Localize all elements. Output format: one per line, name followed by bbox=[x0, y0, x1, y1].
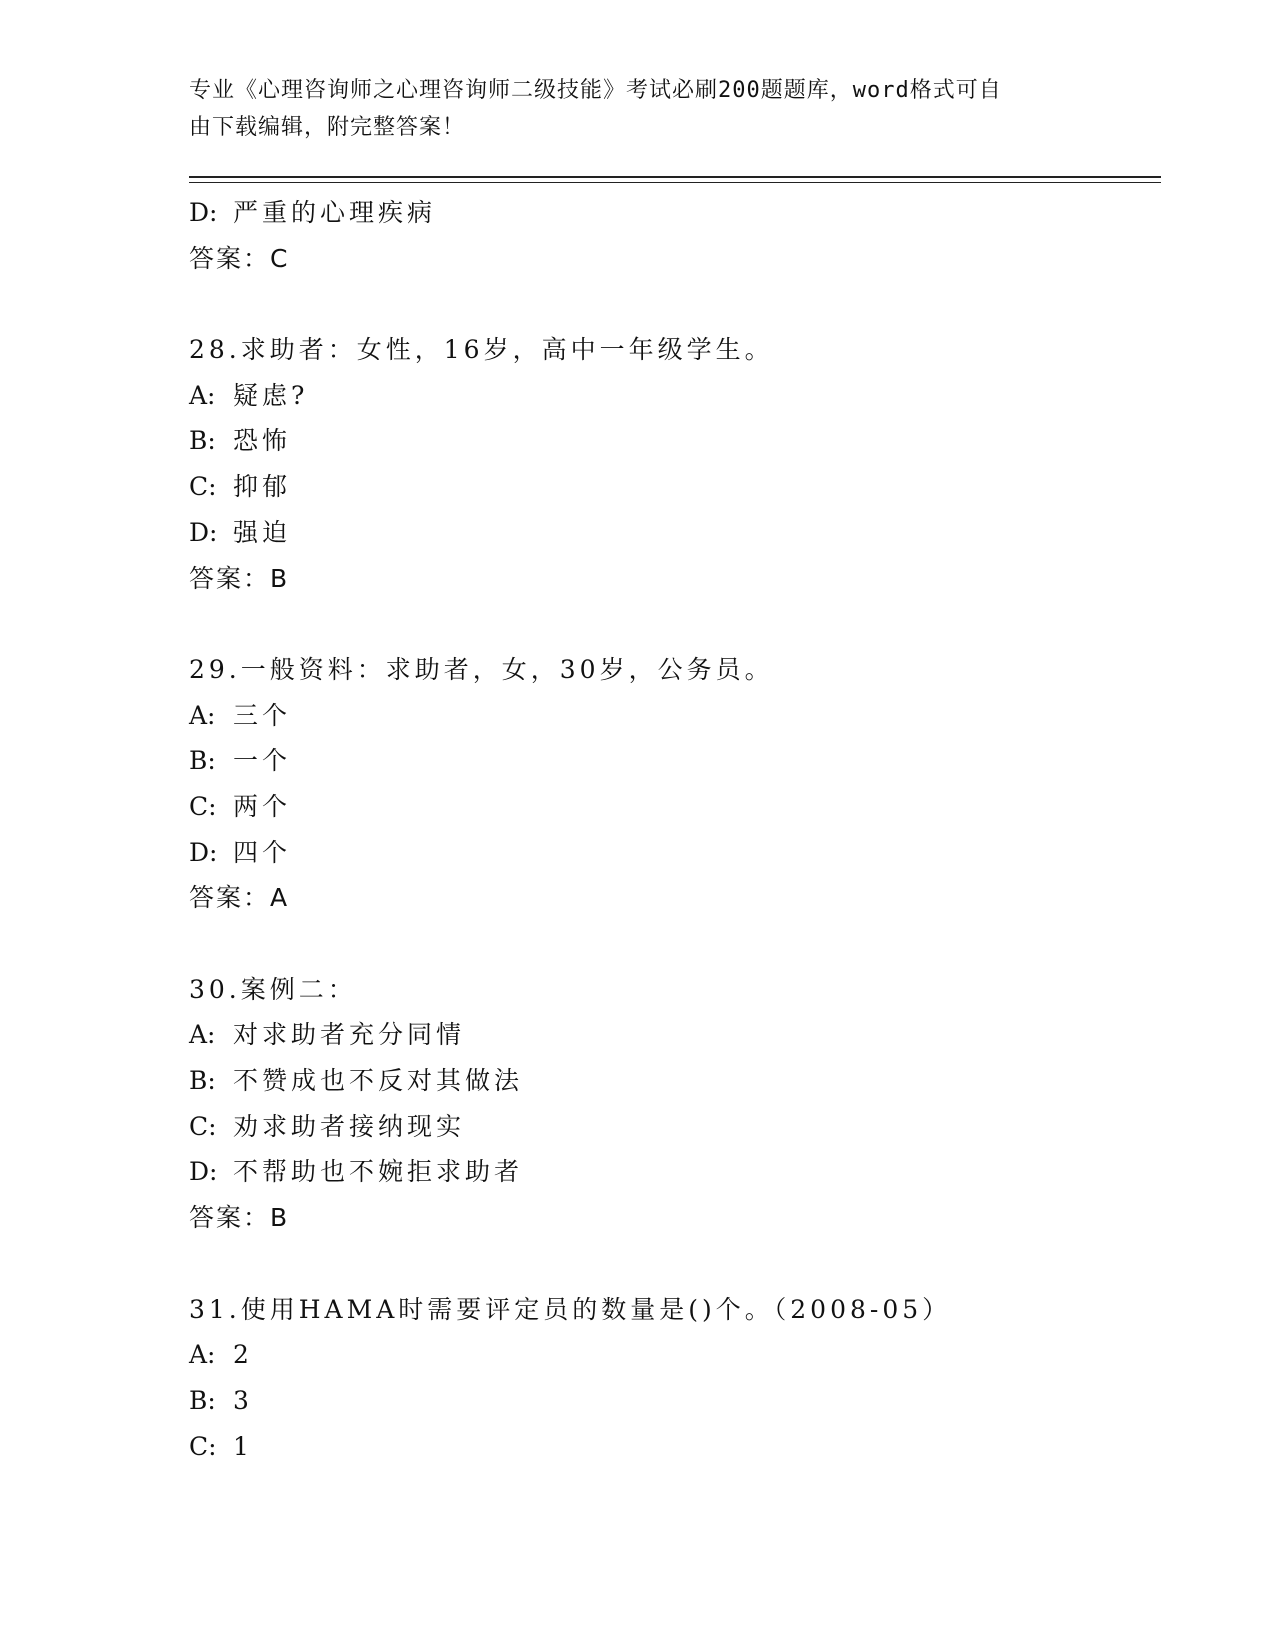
option-label: B: bbox=[189, 1385, 216, 1415]
option-a bbox=[189, 693, 1161, 739]
answer-line: 答案：B bbox=[189, 563, 290, 593]
answer-line: 答案：C bbox=[189, 243, 290, 273]
option-text: 不赞成也不反对其做法 bbox=[233, 1066, 524, 1096]
option-label: C: bbox=[189, 1431, 217, 1461]
option-label: D: bbox=[189, 837, 218, 867]
option-text: 劝求助者接纳现实 bbox=[233, 1111, 466, 1141]
option-text: 不帮助也不婉拒求助者 bbox=[233, 1157, 524, 1187]
answer-line: 答案：A bbox=[189, 883, 290, 913]
option-c bbox=[189, 1104, 1161, 1150]
header-line-2: 由下载编辑，附完整答案！ bbox=[189, 115, 466, 140]
option-label: A: bbox=[189, 380, 216, 410]
option-b bbox=[189, 418, 1161, 464]
option-label: D: bbox=[189, 198, 218, 227]
option-c bbox=[189, 1424, 1161, 1470]
answer-line: 答案：B bbox=[189, 1203, 290, 1233]
document-header bbox=[189, 72, 1089, 146]
question-stem-28: 28.求助者：女性，16岁，高中一年级学生。 bbox=[189, 335, 774, 365]
question-stem-29: 29.一般资料：求助者，女，30岁，公务员。 bbox=[189, 654, 774, 684]
option-label: D: bbox=[189, 517, 218, 547]
option-text: 强迫 bbox=[233, 517, 292, 547]
option-text: 一个 bbox=[233, 746, 292, 776]
option-d bbox=[189, 190, 1161, 236]
option-text: 严重的心理疾病 bbox=[233, 198, 437, 227]
option-c bbox=[189, 464, 1161, 510]
option-text: 1 bbox=[233, 1431, 253, 1461]
option-label: A: bbox=[189, 1340, 216, 1370]
header-divider-thick bbox=[189, 176, 1161, 178]
option-text: 四个 bbox=[233, 837, 292, 867]
question-list bbox=[189, 190, 1161, 1469]
option-label: C: bbox=[189, 791, 217, 821]
option-label: A: bbox=[189, 700, 216, 730]
question-stem-30: 30.案例二： bbox=[189, 974, 357, 1004]
option-label: B: bbox=[189, 746, 216, 776]
option-b bbox=[189, 738, 1161, 784]
option-text: 两个 bbox=[233, 791, 292, 821]
header-line-1: 专业《心理咨询师之心理咨询师二级技能》考试必刷200题题库，word格式可自 bbox=[189, 78, 1002, 103]
option-text: 3 bbox=[233, 1385, 253, 1415]
option-label: C: bbox=[189, 1111, 217, 1141]
option-text: 抑郁 bbox=[233, 472, 292, 502]
question-stem-31: 31.使用HAMA时需要评定员的数量是()个。（2008-05） bbox=[189, 1294, 952, 1324]
option-label: B: bbox=[189, 1066, 216, 1096]
option-text: 三个 bbox=[233, 700, 292, 730]
option-c bbox=[189, 784, 1161, 830]
option-d bbox=[189, 510, 1161, 556]
option-label: D: bbox=[189, 1157, 218, 1187]
option-label: C: bbox=[189, 472, 217, 502]
option-a bbox=[189, 1012, 1161, 1058]
option-text: 2 bbox=[233, 1340, 253, 1370]
option-text: 对求助者充分同情 bbox=[233, 1020, 466, 1050]
option-b bbox=[189, 1058, 1161, 1104]
option-text: 恐怖 bbox=[233, 426, 292, 456]
option-d bbox=[189, 830, 1161, 876]
option-d bbox=[189, 1149, 1161, 1195]
option-text: 疑虑? bbox=[233, 380, 309, 410]
option-b bbox=[189, 1378, 1161, 1424]
option-a bbox=[189, 1332, 1161, 1378]
header-divider-thin bbox=[189, 182, 1161, 183]
option-label: B: bbox=[189, 426, 216, 456]
option-a bbox=[189, 373, 1161, 419]
option-label: A: bbox=[189, 1020, 216, 1050]
